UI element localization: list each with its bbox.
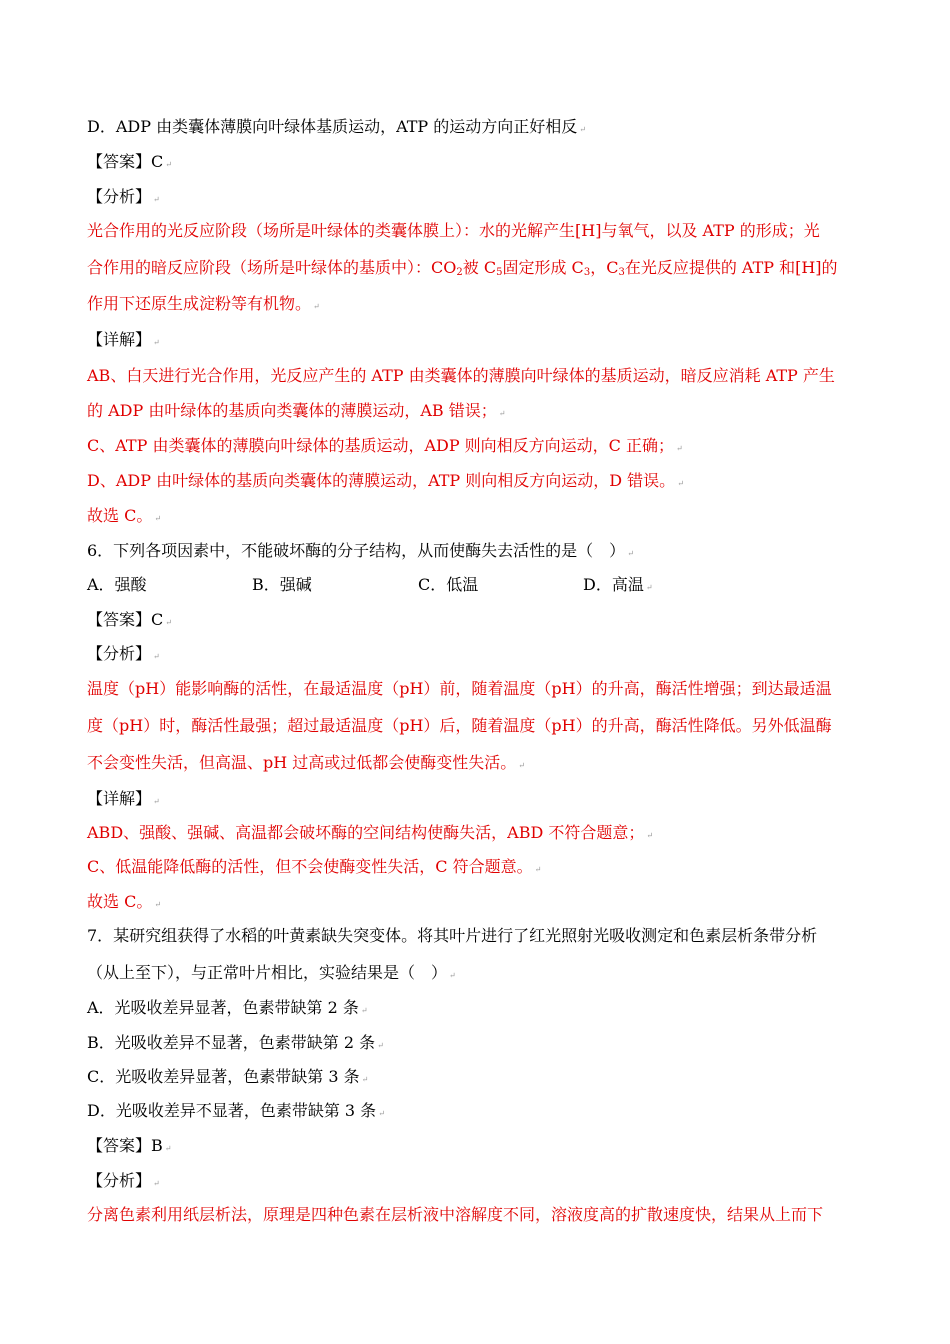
choice-text-q5: 故选 C。 ↵ bbox=[87, 506, 162, 525]
analysis-text-q7-line1: 分离色素利用纸层析法，原理是四种色素在层析液中溶解度不同，溶液度高的扩散速度快，结果从上而下 bbox=[87, 1205, 824, 1224]
answer-label-q6: 【答案】C ↵ bbox=[87, 610, 172, 629]
question-6: 6．下列各项因素中，不能破坏酶的分子结构，从而使酶失去活性的是（ ） ↵ bbox=[87, 541, 634, 560]
analysis-heading-q6: 【分析】 ↵ bbox=[87, 644, 160, 663]
option-b-q7: B．光吸收差异不显著，色素带缺第 2 条 ↵ bbox=[87, 1033, 384, 1052]
detail-text-q6-line2: C、低温能降低酶的活性，但不会使酶变性失活，C 符合题意。 ↵ bbox=[87, 857, 542, 876]
analysis-text-q6-line3: 不会变性失活，但高温、pH 过高或过低都会使酶变性失活。 ↵ bbox=[87, 753, 525, 772]
option-a-q6: A．强酸 bbox=[87, 575, 147, 594]
analysis-text-q6-line2: 度（pH）时，酶活性最强；超过最适温度（pH）后，随着温度（pH）的升高，酶活性降低。另外低温酶 bbox=[87, 716, 832, 735]
detail-text-q5-line2: 的 ADP 由叶绿体的基质向类囊体的薄膜运动，AB 错误； ↵ bbox=[87, 401, 506, 420]
detail-text-q5-line4: D、ADP 由叶绿体的基质向类囊体的薄膜运动，ATP 则向相反方向运动，D 错误。 ↵ bbox=[87, 471, 684, 490]
analysis-text-q5-line3: 作用下还原生成淀粉等有机物。 ↵ bbox=[87, 294, 320, 313]
option-d-q7: D．光吸收差异不显著，色素带缺第 3 条 ↵ bbox=[87, 1101, 385, 1120]
analysis-heading-q7: 【分析】 ↵ bbox=[87, 1171, 160, 1190]
analysis-text-q5-line2: 合作用的暗反应阶段（场所是叶绿体的基质中）：$CO_2$被 $C_5$固定形成 $C_3$，$C_3$在光反应提供的 ATP 和[H]的 bbox=[87, 258, 838, 278]
option-b-q6: B．强碱 bbox=[252, 575, 312, 594]
option-c-q6: C．低温 bbox=[418, 575, 479, 594]
detail-heading-q6: 【详解】 ↵ bbox=[87, 789, 160, 808]
question-7-line1: 7．某研究组获得了水稻的叶黄素缺失突变体。将其叶片进行了红光照射光吸收测定和色素层析条带分析 bbox=[87, 926, 818, 945]
detail-text-q5-line1: AB、白天进行光合作用，光反应产生的 ATP 由类囊体的薄膜向叶绿体的基质运动，暗反应消耗 ATP 产生 bbox=[87, 366, 835, 385]
detail-heading-q5: 【详解】 ↵ bbox=[87, 330, 160, 349]
analysis-heading-q5: 【分析】 ↵ bbox=[87, 187, 160, 206]
answer-label-q7: 【答案】B ↵ bbox=[87, 1136, 172, 1155]
choice-text-q6: 故选 C。 ↵ bbox=[87, 892, 162, 911]
option-a-q7: A．光吸收差异显著，色素带缺第 2 条 ↵ bbox=[87, 998, 368, 1017]
option-c-q7: C．光吸收差异显著，色素带缺第 3 条 ↵ bbox=[87, 1067, 369, 1086]
analysis-text-q6-line1: 温度（pH）能影响酶的活性，在最适温度（pH）前，随着温度（pH）的升高，酶活性增强；到达最适温 bbox=[87, 679, 832, 698]
detail-text-q6-line1: ABD、强酸、强碱、高温都会破坏酶的空间结构使酶失活，ABD 不符合题意； ↵ bbox=[87, 823, 654, 842]
detail-text-q5-line3: C、ATP 由类囊体的薄膜向叶绿体的基质运动，ADP 则向相反方向运动，C 正确； ↵ bbox=[87, 436, 683, 455]
option-d-q6: D．高温 ↵ bbox=[583, 575, 653, 594]
analysis-text-q5-line1: 光合作用的光反应阶段（场所是叶绿体的类囊体膜上）：水的光解产生[H]与氧气，以及 ATP 的形成；光 bbox=[87, 221, 820, 240]
option-d-q5: D．ADP 由类囊体薄膜向叶绿体基质运动，ATP 的运动方向正好相反 ↵ bbox=[87, 117, 586, 136]
question-7-line2: （从上至下），与正常叶片相比，实验结果是（ ） ↵ bbox=[87, 963, 456, 982]
answer-label-q5: 【答案】C ↵ bbox=[87, 152, 172, 171]
